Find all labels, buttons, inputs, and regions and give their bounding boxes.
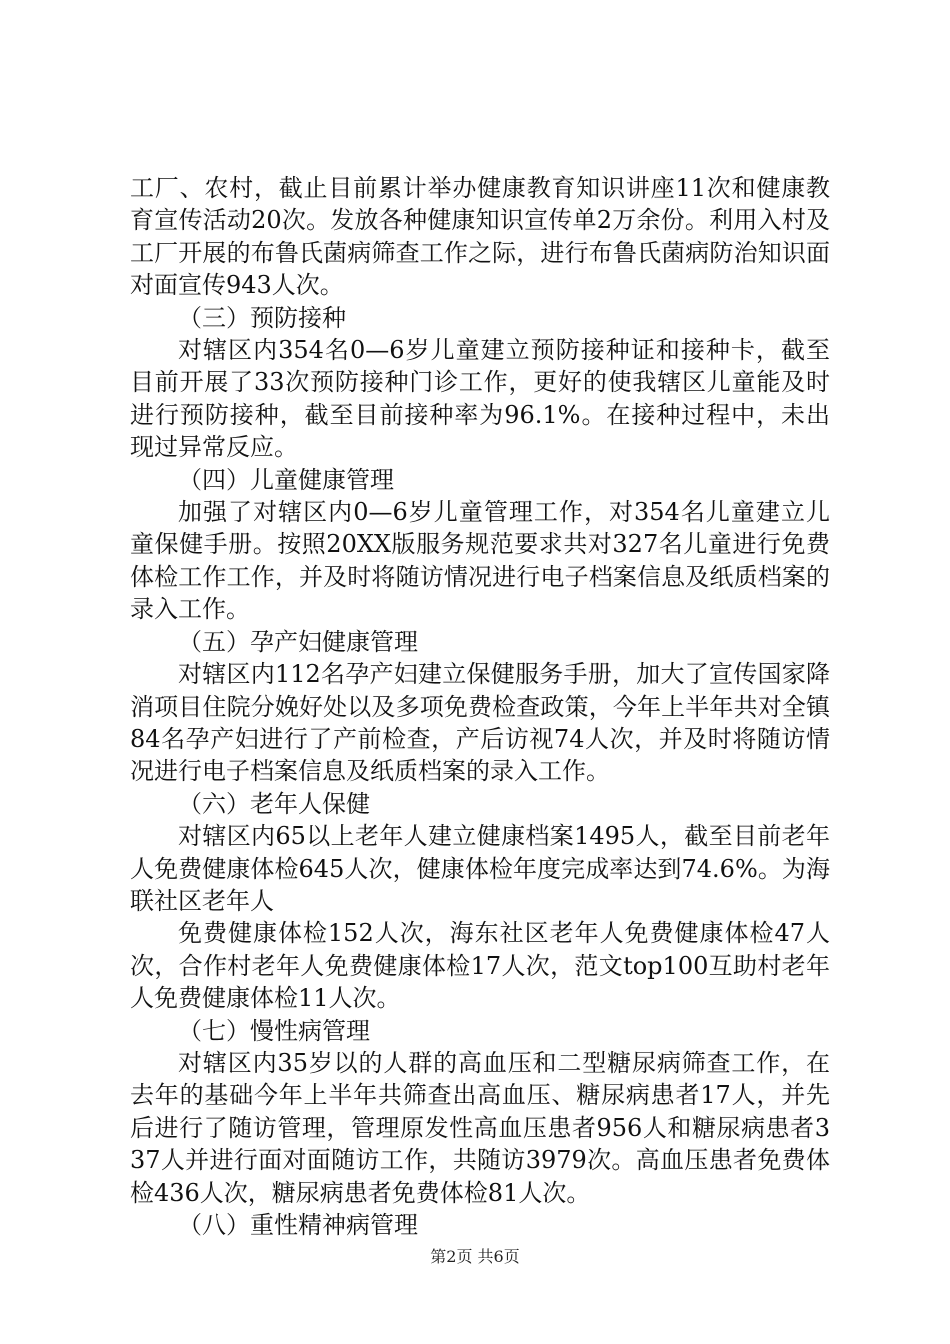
body-paragraph: 对辖区内354名0—6岁儿童建立预防接种证和接种卡，截至目前开展了33次预防接种门诊工作，更好的使我辖区儿童能及时进行预防接种，截至目前接种率为96.1%。在接种过程中，未出现过异常反应。	[130, 336, 830, 462]
body-paragraph: 对辖区内65以上老年人建立健康档案1495人，截至目前老年人免费健康体检645人次，健康体检年度完成率达到74.6%。为海联社区老年人	[130, 822, 830, 915]
page-footer: 第2页 共6页	[430, 1247, 520, 1266]
body-paragraph: 工厂、农村，截止目前累计举办健康教育知识讲座11次和健康教育宣传活动20次。发放各种健康知识宣传单2万余份。利用入村及工厂开展的布鲁氏菌病筛查工作之际，进行布鲁氏菌病防治知识面对面宣传943人次。	[130, 174, 830, 300]
section-heading: （三）预防接种	[178, 303, 346, 332]
body-paragraph: 免费健康体检152人次，海东社区老年人免费健康体检47人次，合作村老年人免费健康体检17人次，范文top100互助村老年人免费健康体检11人次。	[130, 919, 830, 1013]
section-heading: （五）孕产妇健康管理	[178, 627, 418, 656]
section-heading: （六）老年人保健	[178, 789, 370, 818]
body-paragraph: 对辖区内35岁以的人群的高血压和二型糖尿病筛查工作，在去年的基础今年上半年共筛查出高血压、糖尿病患者17人，并先后进行了随访管理，管理原发性高血压患者956人和糖尿病患者337人并进行面对面随访工作，共随访3979次。高血压患者免费体检436人次，糖尿病患者免费体检81人次。	[130, 1048, 830, 1207]
document-body	[130, 172, 830, 1241]
section-heading: （八）重性精神病管理	[178, 1211, 418, 1239]
section-heading: （四）儿童健康管理	[178, 465, 394, 494]
section-heading: （七）慢性病管理	[178, 1016, 370, 1045]
body-paragraph: 加强了对辖区内0—6岁儿童管理工作，对354名儿童建立儿童保健手册。按照20XX版服务规范要求共对327名儿童进行免费体检工作工作，并及时将随访情况进行电子档案信息及纸质档案的录入工作。	[130, 498, 830, 624]
body-paragraph: 对辖区内112名孕产妇建立保健服务手册，加大了宣传国家降消项目住院分娩好处以及多项免费检查政策，今年上半年共对全镇84名孕产妇进行了产前检查，产后访视74人次，并及时将随访情况进行电子档案信息及纸质档案的录入工作。	[130, 660, 830, 786]
